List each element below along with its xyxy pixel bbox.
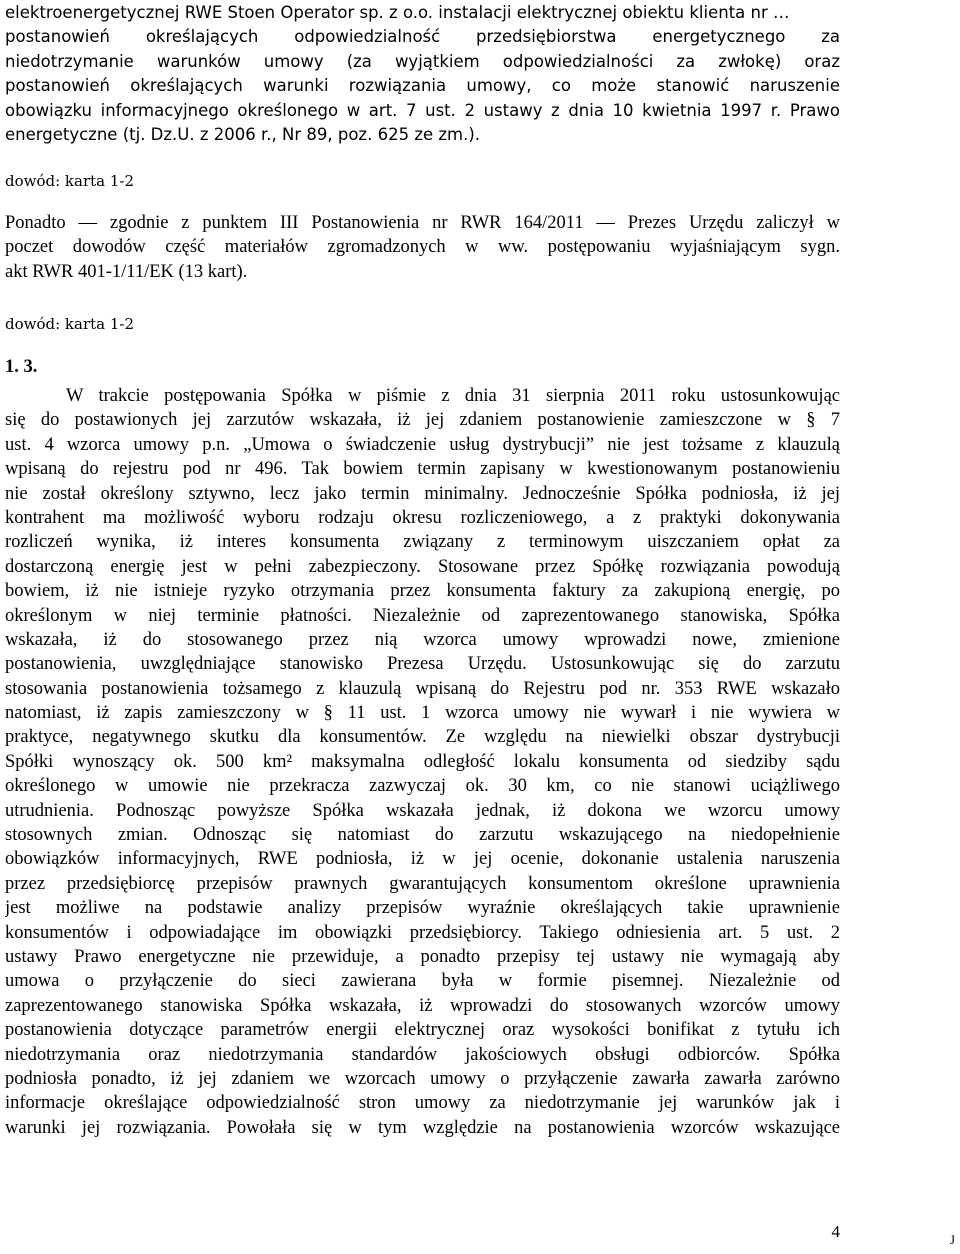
ponadto-paragraph xyxy=(5,211,840,284)
text-line: W trakcie postępowania Spółka w piśmie z dnia 31 sierpnia 2011 roku ustosunkowując xyxy=(66,386,840,406)
evidence-note: dowód: karta 1-2 xyxy=(5,315,135,333)
section-number: 1. 3. xyxy=(5,357,38,377)
text-line: Spółki wynoszący ok. 500 km² maksymalna odległość lokalu konsumenta od siedziby sądu xyxy=(5,751,840,772)
text-line: Ponadto ― zgodnie z punktem III Postanowienia nr RWR 164/2011 ― Prezes Urzędu zaliczył w xyxy=(5,213,840,233)
text-line: akt RWR 401-1/11/EK (13 kart). xyxy=(5,261,248,282)
text-line: obowiązku informacyjnego określonego w art. 7 ust. 2 ustawy z dnia 10 kwietnia 1997 r. Prawo xyxy=(5,100,840,120)
text-line: zaprezentowanego stanowiska Spółka wskazała, iż wprowadzi do stosowanych wzorców umowy xyxy=(5,995,840,1016)
text-line: rozliczeń wynika, iż interes konsumenta związany z terminowym uiszczaniem opłat za xyxy=(5,532,840,553)
text-line: postanowień określających odpowiedzialność przedsiębiorstwa energetycznego za xyxy=(5,27,840,47)
text-line: określonym w niej terminie płatności. Niezależnie od zaprezentowanego stanowiska, Spółka xyxy=(5,605,840,626)
evidence-note: dowód: karta 1-2 xyxy=(5,172,135,190)
text-line: natomiast, iż zapis zamieszczony w § 11 ust. 1 wzorca umowy nie wywarł i nie wywiera w xyxy=(5,703,840,724)
text-line: kontrahent ma możliwość wyboru rodzaju okresu rozliczeniowego, a z praktyki dokonywania xyxy=(5,507,840,528)
corner-mark: J xyxy=(949,1232,955,1247)
text-line: warunki jej rozwiązania. Powołała się w tym względzie na postanowienia wzorców wskazujące xyxy=(5,1117,840,1138)
text-line: niedotrzymania oraz niedotrzymania standardów jakościowych obsługi odbiorców. Spółka xyxy=(5,1044,840,1065)
text-line: wpisaną do rejestru pod nr 496. Tak bowiem termin zapisany w kwestionowanym postanowieniu xyxy=(5,459,840,480)
text-line: energetyczne (tj. Dz.U. z 2006 r., Nr 89, poz. 625 ze zm.). xyxy=(5,124,481,144)
text-line: elektroenergetycznej RWE Stoen Operator sp. z o.o. instalacji elektrycznej obiektu klienta nr … xyxy=(5,3,790,22)
text-line: stosownych zmian. Odnosząc się natomiast do zarzutu wskazującego na niedopełnienie xyxy=(5,825,840,846)
text-line: niedotrzymanie warunków umowy (za wyjątkiem odpowiedzialności za zwłokę) oraz xyxy=(5,51,840,71)
text-line: postanowienia dotyczące parametrów energii elektrycznej oraz wysokości bonifikat z tytułu ich xyxy=(5,1020,840,1041)
text-line: nie został określony sztywno, lecz jako termin minimalny. Jednocześnie Spółka podniosła, iż jej xyxy=(5,483,840,504)
text-line: umowa o przyłączenie do sieci zawierana była w formie pisemnej. Niezależnie od xyxy=(5,971,840,992)
text-line: utrudnienia. Podnosząc powyższe Spółka wskazała jednak, iż dokona we wzorcu umowy xyxy=(5,800,840,821)
text-line: postanowień określających warunki rozwiązania umowy, co może stanowić naruszenie xyxy=(5,76,840,96)
text-line: postanowienia, uwzględniające stanowisko Prezesa Urzędu. Ustosunkowując się do zarzutu xyxy=(5,654,840,675)
text-line: obowiązków informacyjnych, RWE podniosła, iż w jej ocenie, dokonanie ustalenia naruszenia xyxy=(5,849,840,870)
page-number: 4 xyxy=(831,1222,840,1241)
text-line: informacje określające odpowiedzialność stron umowy za niedotrzymanie jej warunków jak i xyxy=(5,1093,840,1114)
text-line: określonego w umowie nie przekracza zazwyczaj ok. 30 km, co nie stanowi uciążliwego xyxy=(5,776,840,797)
text-line: dostarczoną energię jest w pełni zabezpieczony. Stosowane przez Spółkę rozwiązania powodują xyxy=(5,556,840,577)
text-line: podniosła ponadto, iż jej zdaniem we wzorcach umowy o przyłączenie zawarła zawarła zarówno xyxy=(5,1068,840,1089)
intro-paragraph xyxy=(5,1,840,147)
text-line: się do postawionych jej zarzutów wskazała, iż jej zdaniem postanowienie zamieszczone w § 7 xyxy=(5,410,840,431)
text-line: przez przedsiębiorcę przepisów prawnych gwarantujących konsumentom określone uprawnienia xyxy=(5,873,840,894)
text-line: praktyce, negatywnego skutku dla konsumentów. Ze względu na niewielki obszar dystrybucji xyxy=(5,727,840,748)
text-line: jest możliwe na podstawie analizy przepisów wyraźnie określających takie uprawnienie xyxy=(5,898,840,919)
text-line: ustawy Prawo energetyczne nie przewiduje, a ponadto przepisy tej ustawy nie wymagają aby xyxy=(5,946,840,967)
text-line: ust. 4 wzorca umowy p.n. „Umowa o świadczenie usług dystrybucji” nie jest tożsame z klauzulą xyxy=(5,434,840,455)
text-line: wskazała, iż do stosowanego przez nią wzorca umowy wprowadzi nowe, zmienione xyxy=(5,629,840,650)
text-line: stosowania postanowienia tożsamego z klauzulą wpisaną do Rejestru pod nr. 353 RWE wskazało xyxy=(5,678,840,699)
main-paragraph xyxy=(5,384,840,1140)
text-line: bowiem, iż nie istnieje ryzyko otrzymania przez konsumenta faktury za zakupioną energię, po xyxy=(5,581,840,602)
text-line: poczet dowodów część materiałów zgromadzonych w ww. postępowaniu wyjaśniającym sygn. xyxy=(5,237,840,258)
text-line: konsumentów i odpowiadające im obowiązki przedsiębiorcy. Takiego odniesienia art. 5 ust. 2 xyxy=(5,922,840,943)
